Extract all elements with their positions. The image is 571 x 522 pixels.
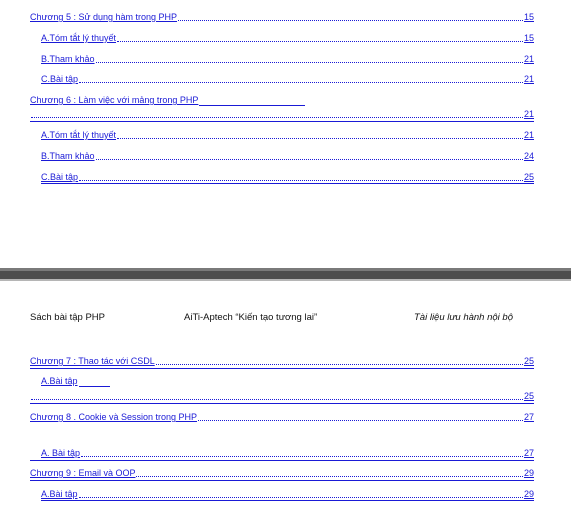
toc-entry-label: A.Tóm tắt lý thuyết [41, 33, 117, 43]
toc-entry-ch9-a[interactable] [41, 489, 534, 500]
toc-entry-ch6-a[interactable] [41, 130, 534, 141]
toc-entry-ch8-a[interactable] [41, 448, 534, 459]
toc-divider-line [41, 500, 534, 501]
toc-entry-label: Chương 6 : Làm việc với mảng trong PHP [30, 95, 199, 105]
toc-underline-tail [79, 386, 110, 387]
toc-entry-chapter-8[interactable] [30, 412, 534, 423]
header-distribution-note: Tài liệu lưu hành nội bộ [414, 312, 513, 323]
toc-leader-dots [79, 82, 523, 83]
toc-entry-ch7-a[interactable] [41, 376, 111, 387]
toc-divider-line [30, 121, 534, 122]
toc-entry-chapter-6-page[interactable] [30, 109, 534, 120]
toc-entry-label: Chương 7 : Thao tác với CSDL [30, 356, 155, 366]
toc-leader-dots [79, 180, 523, 181]
toc-page-number: 27 [523, 448, 534, 458]
toc-page-number: 29 [523, 489, 534, 499]
toc-page-number: 25 [523, 356, 534, 366]
toc-entry-label: A. Bài tập [41, 448, 81, 458]
toc-divider-line [30, 460, 534, 461]
toc-entry-label: B.Tham khảo [41, 54, 95, 64]
toc-divider-line [41, 183, 534, 184]
toc-page-number: 25 [523, 391, 534, 401]
toc-leader-dots [79, 497, 523, 498]
toc-page-number: 21 [523, 74, 534, 84]
toc-divider-line [30, 368, 534, 369]
toc-leader-dots [31, 399, 523, 400]
toc-entry-label: A.Tóm tắt lý thuyết [41, 130, 117, 140]
toc-leader-dots [96, 62, 523, 63]
toc-entry-chapter-9[interactable] [30, 468, 534, 479]
toc-entry-ch6-b[interactable] [41, 151, 534, 162]
toc-entry-chapter-6[interactable] [30, 95, 306, 106]
toc-entry-label: B.Tham khảo [41, 151, 95, 161]
toc-page-number: 21 [523, 109, 534, 119]
toc-page-number: 24 [523, 151, 534, 161]
toc-entry-label: C.Bài tập [41, 74, 79, 84]
header-publisher-slogan: AiTi-Aptech “Kiến tạo tương lai” [184, 312, 318, 323]
toc-leader-dots [31, 117, 523, 118]
toc-entry-chapter-5[interactable] [30, 12, 534, 23]
toc-leader-dots [178, 20, 523, 21]
toc-entry-label: Chương 9 : Email và OOP [30, 468, 136, 478]
toc-entry-label: C.Bài tập [41, 172, 79, 182]
toc-entry-label: Chương 8 . Cookie và Session trong PHP [30, 412, 198, 422]
toc-page-number: 21 [523, 54, 534, 64]
toc-leader-dots [96, 159, 523, 160]
toc-page-number: 15 [523, 12, 534, 22]
toc-leader-dots [136, 476, 523, 477]
toc-divider-line [30, 480, 534, 481]
toc-leader-dots [198, 420, 523, 421]
toc-entry-chapter-7[interactable] [30, 356, 534, 367]
toc-entry-ch5-a[interactable] [41, 33, 534, 44]
toc-leader-dots [156, 364, 523, 365]
toc-page-number: 21 [523, 130, 534, 140]
toc-entry-ch5-b[interactable] [41, 54, 534, 65]
toc-entry-ch7-a-page[interactable] [30, 391, 534, 402]
toc-leader-dots [81, 456, 523, 457]
page-break-separator [0, 268, 571, 281]
toc-page-number: 25 [523, 172, 534, 182]
toc-entry-label: Chương 5 : Sử dụng hàm trong PHP [30, 12, 178, 22]
toc-page-number: 27 [523, 412, 534, 422]
toc-entry-ch5-c[interactable] [41, 74, 534, 85]
toc-divider-line [30, 403, 534, 404]
toc-page-number: 15 [523, 33, 534, 43]
toc-entry-label: A.Bài tập [41, 489, 78, 499]
toc-entry-ch6-c[interactable] [41, 172, 534, 183]
toc-leader-dots [117, 138, 523, 139]
toc-page-number: 29 [523, 468, 534, 478]
toc-leader-dots [117, 41, 523, 42]
header-book-title: Sách bài tập PHP [30, 312, 105, 323]
toc-underline-tail [199, 105, 305, 106]
toc-entry-label: A.Bài tập [41, 376, 78, 386]
